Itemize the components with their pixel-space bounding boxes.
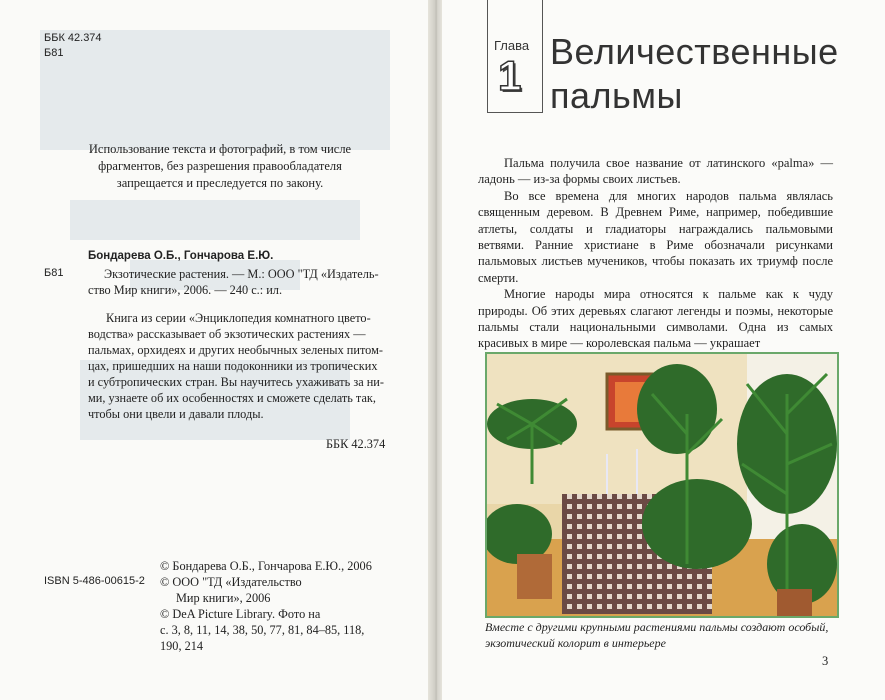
annotation-line: чтобы они цвели и давали плоды. [88, 407, 264, 421]
photo-illustration [487, 354, 837, 616]
bbk-code: ББК 42.374 [44, 32, 102, 44]
notice-line: фрагментов, без разрешения правообладателя [98, 159, 342, 173]
chapter-number: 1 [498, 52, 522, 99]
copyright-line: © ООО "ТД «Издательство [160, 575, 302, 589]
description-line: Экзотические растения. — М.: ООО "ТД «Издатель- [104, 267, 379, 281]
annotation-line: и субтропических стран. Вы научитесь ухаживать за ни- [88, 375, 384, 389]
caption-line: экзотический колорит в интерьере [485, 635, 666, 650]
annotation-line: цах, пришедших на наши подоконники из тропических [88, 359, 378, 373]
chapter-title-line: Величественные [550, 31, 839, 72]
copyright-notice [60, 141, 380, 192]
index-code: Б81 [44, 47, 64, 59]
chapter-label: Глава [494, 38, 530, 53]
photo-caption [485, 620, 840, 651]
annotation-line: Книга из серии «Энциклопедия комнатного цвето- [106, 311, 371, 325]
description-line: ство Мир книги», 2006. — 240 с.: ил. [88, 283, 283, 297]
copyright-line: © DeA Picture Library. Фото на [160, 607, 321, 621]
notice-line: запрещается и преследуется по закону. [116, 176, 324, 190]
bibliographic-description [88, 266, 403, 298]
chapter-title [550, 30, 839, 118]
bbk-bottom: ББК 42.374 [326, 437, 386, 451]
index-code-2: Б81 [44, 267, 64, 279]
annotation-line: водства» рассказывает об экзотических растениях — [88, 327, 366, 341]
paragraph: Во все времена для многих народов пальма являлась священным деревом. В Древнем Риме, например, победившие атлеты, солдаты и гладиаторы награждались пальмовыми ветвями. Ранние христиане в Риме обозначали рисунками пальмовых листьев мучеников, чтобы показать их триумф после смерти. [478, 188, 833, 285]
left-page [0, 0, 430, 700]
annotation-line: пальмах, орхидеях и других необычных зеленых питом- [88, 343, 383, 357]
copyright-line: © Бондарева О.Б., Гончарова Е.Ю., 2006 [160, 559, 372, 573]
interior-palms-photo [485, 352, 839, 618]
caption-line: Вместе с другими крупными растениями пальмы создают особый, [485, 620, 829, 634]
copyright-line: 190, 214 [160, 639, 204, 653]
bbk-header [44, 31, 102, 61]
page-number: 3 [822, 654, 829, 668]
annotation-line: ми, узнаете об их особенностях и сможете сделать так, [88, 391, 376, 405]
chapter-title-line: пальмы [550, 75, 683, 116]
isbn: ISBN 5-486-00615-2 [44, 575, 145, 587]
body-text [478, 155, 833, 352]
paragraph: Пальма получила свое название от латинского «palma» — ладонь — из-за формы своих листьев. [478, 156, 833, 187]
notice-line: Использование текста и фотографий, в том числе [88, 142, 352, 156]
authors: Бондарева О.Б., Гончарова Е.Ю. [88, 250, 274, 262]
paragraph: Многие народы мира относятся к пальме как к чуду природы. Об этих деревьях слагают легенды и поэмы, некоторые пальмы стали национальными символами. Одна из самых красивых в мире — королевская пальма — украшает [478, 287, 833, 351]
annotation [88, 310, 406, 422]
copyright-block [160, 558, 400, 654]
copyright-line: с. 3, 8, 11, 14, 38, 50, 77, 81, 84–85, 118, [160, 623, 365, 637]
copyright-line: Мир книги», 2006 [176, 591, 271, 605]
